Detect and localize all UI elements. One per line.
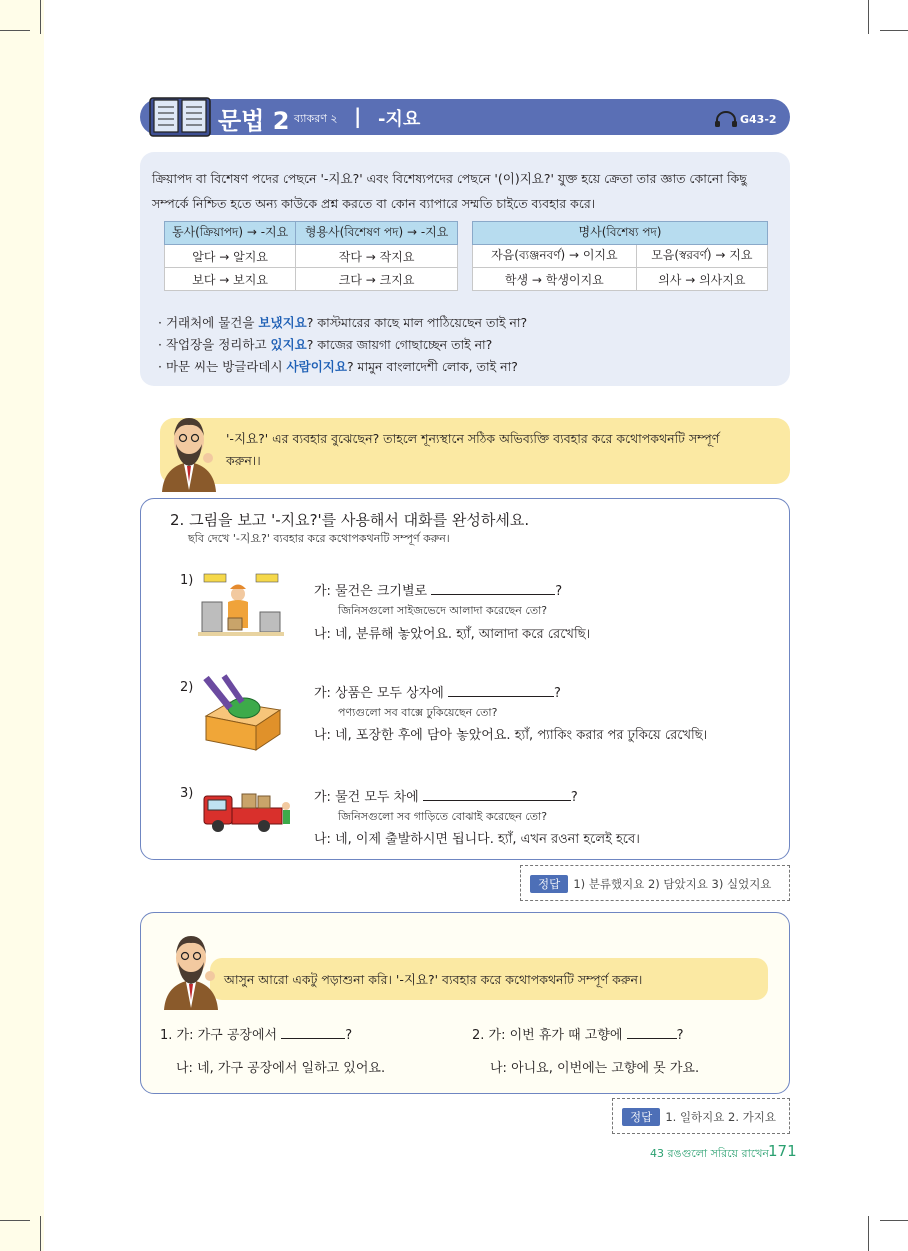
example-highlight: 사람이지요 [286,359,347,374]
example-text: · 거래처에 물건을 [158,315,259,330]
answer-blank[interactable] [448,684,554,697]
answer-line [530,873,771,892]
answer-tag: 정답 [530,875,568,893]
open-book-icon [148,92,212,138]
practice-question [160,1024,352,1043]
headphones-icon[interactable] [714,110,738,128]
dialogue-a-text: 가: 물건은 크기별로 [314,584,428,599]
item-number: 1) [180,573,194,588]
table-header: 형용사(বিশেষণ পদ) → -지요 [296,222,458,245]
page-number: 171 [768,1142,797,1160]
dialogue-a-text: 가: 상품은 모두 상자에 [314,686,444,701]
answer-text: 1) 분류했지요 2) 담았지요 3) 실었지요 [573,877,772,891]
grammar-title: 문법 2 [218,107,290,135]
example-translation: ? কাস্টমারের কাছে মাল পাঠিয়েছেন তাই না? [306,315,528,330]
practice-answer-line: 나: 네, 가구 공장에서 일하고 있어요. [176,1061,386,1076]
teacher-avatar [160,928,222,1010]
question-mark: ? [555,584,563,599]
table-cell: 학생 → 학생이지요 [473,268,637,291]
question-mark: ? [345,1028,353,1043]
dialogue-b: 나: 네, 분류해 놓았어요. হ্যাঁ, আলাদা করে রেখেছি। [314,627,591,642]
dialogue-b: 나: 네, 포장한 후에 담아 놓았어요. হ্যাঁ, প্যাকিং করার পর ঢুকিয়ে রেখেছি। [314,728,708,743]
crop-mark [0,1220,30,1221]
answer-tag: 정답 [622,1108,660,1126]
warehouse-worker-illustration [198,572,284,638]
page-spine-strip [0,0,44,1251]
table-cell: 알다 → 알지요 [165,245,296,268]
item-number: 2) [180,680,194,695]
practice-question-text: 2. 가: 이번 휴가 때 고향에 [472,1028,623,1043]
example-text: · 작업장을 정리하고 [158,337,271,352]
example-highlight: 보냈지요 [258,315,307,330]
audio-track-code[interactable]: G43-2 [740,113,777,126]
crop-mark [868,1216,869,1251]
verb-adjective-table [164,221,458,291]
answer-blank[interactable] [281,1026,345,1039]
exercise-title: 2. 그림을 보고 '-지요?'를 사용해서 대화를 완성하세요. [170,511,530,529]
teacher-instruction: '-지요?' এর ব্যবহার বুঝেছেন? তাহলে শূন্যস্থানে সঠিক অভিব্যক্তি ব্যবহার করে কথোপকথনটি সম্পূর্ণ করুন।। [226,431,720,468]
crop-mark [880,30,908,31]
table-header: 명사(বিশেষ্য পদ) [473,222,768,245]
crop-mark [0,30,30,31]
practice-instruction: আসুন আরো একটু পড়াশুনা করি। '-지요?' ব্যবহার করে কথোপকথনটি সম্পূর্ণ করুন। [224,972,643,987]
dialogue-a-translation: জিনিসগুলো সব গাড়িতে বোঝাই করেছেন তো? [338,810,548,823]
teacher-avatar [158,410,220,492]
dialogue-a [314,580,562,599]
practice-answer-line: 나: 아니요, 이번에는 고향에 못 가요. [490,1061,700,1076]
practice-question-text: 1. 가: 가구 공장에서 [160,1028,278,1043]
noun-table [472,221,768,291]
example-highlight: 있지요 [270,337,307,352]
crop-mark [868,0,869,34]
dialogue-a-text: 가: 물건 모두 차에 [314,790,419,805]
dialogue-a-translation: জিনিসগুলো সাইজভেদে আলাদা করেছেন তো? [338,604,548,617]
example-sentence [158,357,518,379]
item-number: 3) [180,786,194,801]
delivery-truck-illustration [202,784,294,836]
example-text: · 마문 씨는 방글라데시 [158,359,287,374]
crop-mark [880,1220,908,1221]
crop-mark [40,1216,41,1251]
dialogue-a [314,786,578,805]
crop-mark [40,0,41,34]
explanation-text: ক্রিয়াপদ বা বিশেষণ পদের পেছনে '-지요?' এবং বিশেষ্যপদের পেছনে '(이)지요?' যুক্ত হয়ে ক্রেতা তার জ্ঞাত কোনো কিছু সম্পর্কে নিশ্চিত হতে অন্য কাউকে প্রশ্ন করতে বা কোন ব্যাপারে সম্মতি চাইতে ব্যবহার করে। [152,171,747,211]
grammar-subtitle: ব্যাকরণ ২ [294,112,338,125]
table-cell: 크다 → 크지요 [296,268,458,291]
practice-question [472,1024,684,1043]
question-mark: ? [676,1028,684,1043]
question-mark: ? [553,686,561,701]
table-cell: 작다 → 작지요 [296,245,458,268]
answer-line [622,1106,776,1125]
example-sentence [158,335,492,357]
table-cell: 의사 → 의사지요 [636,268,767,291]
dialogue-b: 나: 네, 이제 출발하시면 됩니다. হ্যাঁ, এখন রওনা হলেই হবে। [314,832,640,847]
example-translation: ? কাজের জায়গা গোছাচ্ছেন তাই না? [306,337,493,352]
table-header: 동사(ক্রিয়াপদ) → -지요 [165,222,296,245]
packing-box-illustration [200,672,284,752]
dialogue-a [314,682,561,701]
example-translation: ? মামুন বাংলাদেশী লোক, তাই না? [346,359,518,374]
exercise-subtitle: ছবি দেখে '-지요?' ব্যবহার করে কথোপকথনটি সম্পূর্ণ করুন। [188,532,450,545]
table-cell: 보다 → 보지요 [165,268,296,291]
table-cell: 자음(ব্যঞ্জনবর্ণ) → 이지요 [473,245,637,268]
answer-blank[interactable] [423,788,571,801]
example-sentence [158,313,527,335]
answer-blank[interactable] [627,1026,677,1039]
question-mark: ? [570,790,578,805]
table-cell: 모음(স্বরবর্ণ) → 지요 [636,245,767,268]
answer-text: 1. 일하지요 2. 가지요 [665,1110,776,1124]
answer-blank[interactable] [431,582,555,595]
header-separator: | [354,104,362,128]
grammar-topic: -지요 [378,109,421,130]
dialogue-a-translation: পণ্যগুলো সব বাক্সে ঢুকিয়েছেন তো? [338,706,498,719]
chapter-title: 43 রঙগুলো সরিয়ে রাখেন [650,1147,769,1160]
